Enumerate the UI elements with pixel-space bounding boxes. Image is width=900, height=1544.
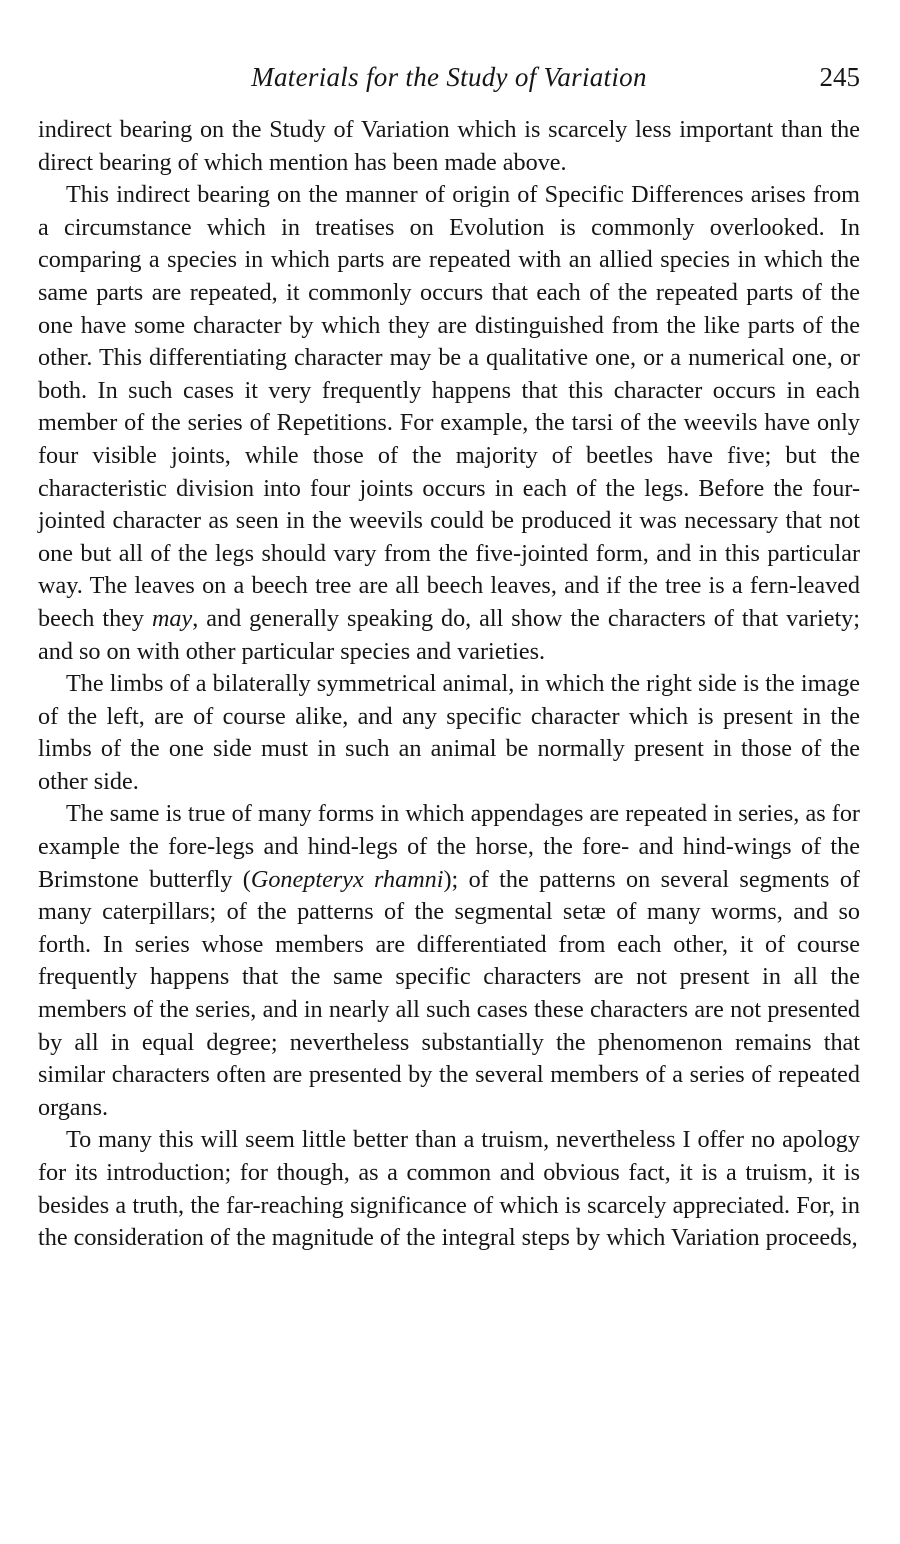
page [38, 62, 860, 1255]
page-number: 245 [819, 62, 860, 92]
paragraph-indirect-bearing [38, 179, 860, 668]
paragraph-text: indirect bearing on the Study of Variation which is scarcely less important than the direct bearing of which mention has been made above. [38, 116, 860, 176]
paragraph-bilateral-symmetry [38, 668, 860, 798]
paragraph-continued [38, 114, 860, 179]
running-title: Materials for the Study of Variation [251, 62, 647, 92]
paragraph-appendages-in-series [38, 798, 860, 1124]
paragraph-text: The same is true of many forms in which appendages are repeated in series, as for example the fore-legs and hind-legs of the horse, the fore- and hind-wings of the Brimstone butterfly ( [38, 800, 860, 893]
paragraph-truism [38, 1124, 860, 1254]
paragraph-text: The limbs of a bilaterally symmetrical animal, in which the right side is the image of the left, are of course alike, and any specific character which is present in the limbs of the one side must in such an animal be normally present in those of the other side. [38, 670, 860, 795]
paragraph-text: To many this will seem little better than a truism, nevertheless I offer no apology for its introduction; for though, as a common and obvious fact, it is a truism, it is besides a truth, the far-reaching significance of which is scarcely appreciated. For, in the consideration of the magnitude of the integral steps by which Variation proceeds, [38, 1126, 860, 1252]
species-name: Gonepteryx rhamni [250, 865, 444, 893]
running-head [38, 62, 860, 102]
body-text [38, 114, 860, 1255]
paragraph-text: This indirect bearing on the manner of origin of Specific Differences arises from a circumstance which in treatises on Evolution is commonly overlooked. In comparing a species in which parts are repeated with an allied species in which the same parts are repeated, it commonly occurs that each of the repeated parts of the one have some character by which they are distinguished from the like parts of the other. This differentiating character may be a qualitative one, or a numerical one, or both. In such cases it very frequently happens that this character occurs in each member of the series of Repetitions. For example, the tarsi of the weevils have only four visible joints, while those of the majority of beetles have five; but the characteristic division into four joints occurs in each of the legs. Before the four-jointed character as seen in the weevils could be produced it was necessary that not one but all of the legs should vary from the five-jointed form, and in this particular way. The leaves on a beech tree are all beech leaves, and if the tree is a fern-leaved beech they [38, 181, 860, 632]
italic-emphasis: may [151, 604, 193, 632]
paragraph-text: , and generally speaking do, all show the characters of that variety; and so on with other particular species and varieties. [38, 604, 860, 665]
paragraph-text: ); of the patterns on several segments of many caterpillars; of the patterns of the segmental setæ of many worms, and so forth. In series whose members are differentiated from each other, it of course frequently happens that the same specific characters are not present in all the members of the series, and in nearly all such cases these characters are not presented by all in equal degree; nevertheless substantially the phenomenon remains that similar characters often are presented by the several members of a series of repeated organs. [38, 865, 860, 1121]
